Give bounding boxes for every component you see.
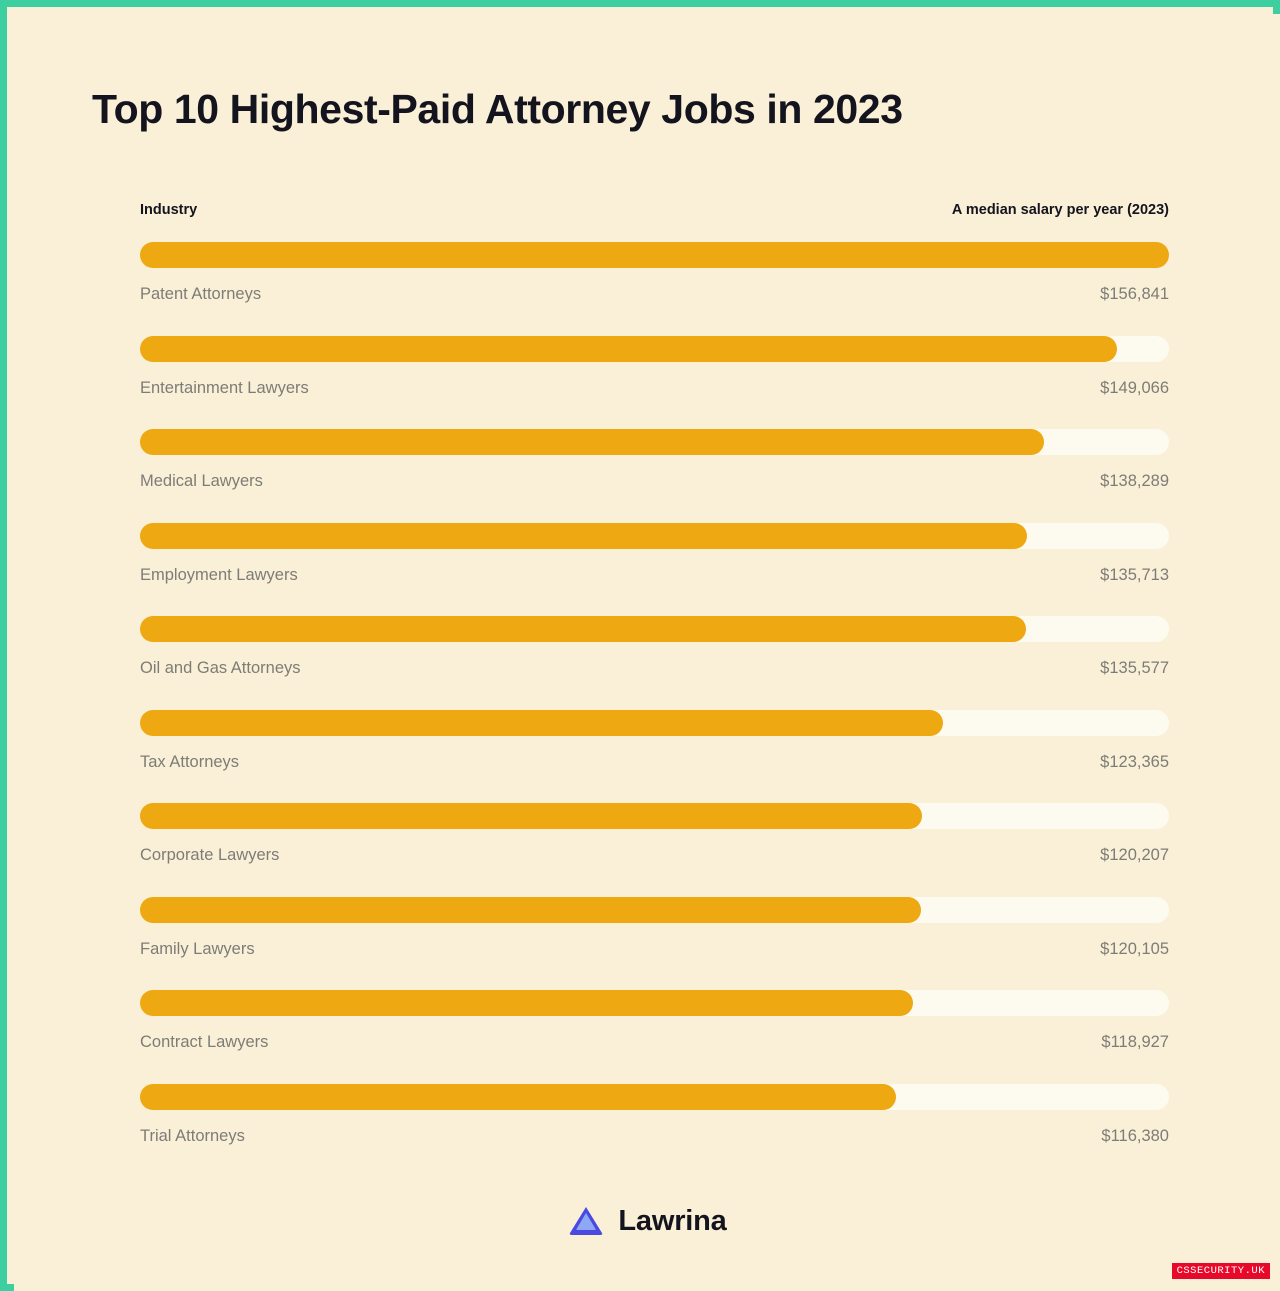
- bar: [140, 803, 922, 829]
- bar-category-label: Oil and Gas Attorneys: [140, 659, 301, 677]
- bar-chart: [140, 242, 1169, 1177]
- bar: [140, 336, 1117, 362]
- bar-category-label: Contract Lawyers: [140, 1033, 269, 1051]
- bar-value-label: $138,289: [1100, 472, 1169, 490]
- bar: [140, 616, 1026, 642]
- bar-track: [140, 616, 1169, 642]
- page-title: Top 10 Highest-Paid Attorney Jobs in 2023: [92, 86, 903, 132]
- bar: [140, 897, 921, 923]
- bar-category-label: Tax Attorneys: [140, 752, 240, 771]
- bar-value-label: $149,066: [1100, 378, 1169, 397]
- watermark-badge: CSSECURITY.UK: [1172, 1263, 1270, 1279]
- bar-track: [140, 990, 1169, 1016]
- chart-row: [140, 803, 1169, 897]
- chart-row: [140, 616, 1169, 710]
- chart-row: [140, 1084, 1169, 1178]
- bar-value-label: $120,105: [1100, 939, 1169, 958]
- bar-category-label: Family Lawyers: [140, 939, 255, 958]
- chart-row: [140, 429, 1169, 523]
- bar-category-label: Trial Attorneys: [140, 1126, 245, 1145]
- lawrina-triangle-icon: [567, 1204, 605, 1238]
- bar-category-label: Medical Lawyers: [140, 472, 263, 490]
- bar-value-label: $135,713: [1100, 565, 1169, 584]
- bar-track: [140, 803, 1169, 829]
- infographic-canvas: [14, 14, 1280, 1291]
- bar-track: [140, 429, 1169, 455]
- bar-value-label: $116,380: [1101, 1126, 1169, 1145]
- bar-value-label: $156,841: [1100, 285, 1169, 303]
- bar-track: [140, 897, 1169, 923]
- bar: [140, 242, 1169, 268]
- bar: [140, 429, 1044, 455]
- bar-track: [140, 1084, 1169, 1110]
- bar-track: [140, 242, 1169, 268]
- bar-track: [140, 523, 1169, 549]
- chart-row: [140, 336, 1169, 430]
- chart-row: [140, 990, 1169, 1084]
- bar: [140, 523, 1027, 549]
- bar: [140, 990, 913, 1016]
- brand-name: Lawrina: [618, 1204, 727, 1237]
- chart-row: [140, 523, 1169, 617]
- chart-row: [140, 242, 1169, 336]
- bar-category-label: Corporate Lawyers: [140, 846, 280, 864]
- bar-value-label: $118,927: [1101, 1033, 1169, 1051]
- bar-track: [140, 336, 1169, 362]
- column-header-salary: A median salary per year (2023): [951, 202, 1169, 218]
- bar-value-label: $135,577: [1100, 659, 1169, 677]
- bar: [140, 1084, 896, 1110]
- brand-footer: [14, 1204, 1280, 1238]
- chart-row: [140, 710, 1169, 804]
- bar-track: [140, 710, 1169, 736]
- bar-value-label: $120,207: [1100, 846, 1169, 864]
- bar: [140, 710, 943, 736]
- bar-category-label: Entertainment Lawyers: [140, 378, 309, 397]
- bar-value-label: $123,365: [1100, 752, 1169, 771]
- column-header-industry: Industry: [140, 202, 198, 218]
- bar-category-label: Employment Lawyers: [140, 565, 298, 584]
- chart-row: [140, 897, 1169, 991]
- bar-category-label: Patent Attorneys: [140, 285, 262, 303]
